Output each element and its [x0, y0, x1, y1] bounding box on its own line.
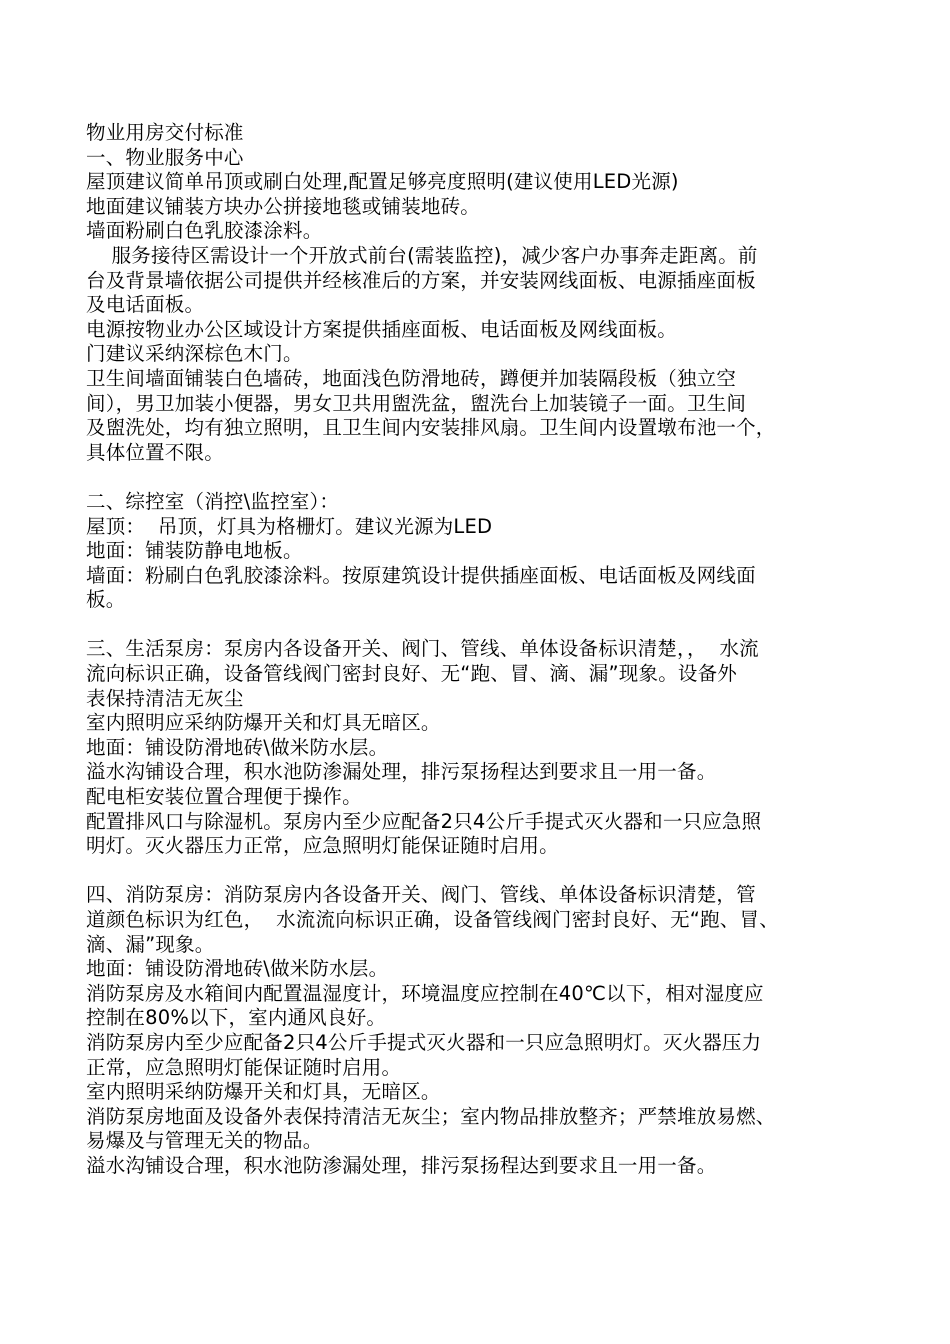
text-line: 屋顶： 吊顶，灯具为格栅灯。建议光源为LED [86, 514, 493, 538]
document-body [86, 121, 880, 1179]
text-line: 地面：铺设防滑地砖\做米防水层。 [86, 957, 389, 981]
text-line: 一、物业服务中心 [86, 145, 244, 169]
text-line: 二、综控室（消控\监控室）： [86, 489, 340, 513]
text-line: 明灯。灭火器压力正常，应急照明灯能保证随时启用。 [86, 834, 559, 858]
text-line: 消防泵房内至少应配备2只4公斤手提式灭火器和一只应急照明灯。灭火器压力 [86, 1030, 762, 1054]
text-line: 地面：铺装防静电地板。 [86, 539, 303, 563]
text-line: 台及背景墙依据公司提供并经核准后的方案，并安装网线面板、电源插座面板 [86, 268, 756, 292]
text-line: 板。 [86, 588, 126, 612]
text-line: 卫生间墙面铺装白色墙砖，地面浅色防滑地砖，蹲便并加装隔段板（独立空 [86, 366, 737, 390]
text-line: 物业用房交付标准 [86, 121, 244, 144]
text-line: 墙面：粉刷白色乳胶漆涂料。按原建筑设计提供插座面板、电话面板及网线面 [86, 563, 756, 587]
text-line: 室内照明应采纳防爆开关和灯具无暗区。 [86, 711, 441, 735]
text-line: 间），男卫加装小便器，男女卫共用盥洗盆，盥洗台上加装镜子一面。卫生间 [86, 391, 747, 415]
text-line: 门建议采纳深棕色木门。 [86, 342, 303, 366]
text-line: 室内照明采纳防爆开关和灯具，无暗区。 [86, 1080, 441, 1104]
text-line: 控制在80%以下，室内通风良好。 [86, 1006, 387, 1030]
text-line: 墙面粉刷白色乳胶漆涂料。 [86, 219, 323, 243]
blank-line [86, 613, 880, 638]
text-line: 流向标识正确，设备管线阀门密封良好、无“跑、冒、滴、漏”现象。设备外 [86, 662, 738, 686]
text-line: 溢水沟铺设合理，积水池防渗漏处理，排污泵扬程达到要求且一用一备。 [86, 760, 717, 784]
text-line: 屋顶建议简单吊顶或刷白处理,配置足够亮度照明(建议使用LED光源) [86, 170, 679, 194]
text-line: 正常，应急照明灯能保证随时启用。 [86, 1055, 402, 1079]
text-line: 消防泵房地面及设备外表保持清洁无灰尘；室内物品排放整齐；严禁堆放易燃、 [86, 1104, 776, 1128]
text-line: 及电话面板。 [86, 293, 205, 317]
blank-line [86, 859, 880, 884]
text-line: 配置排风口与除湿机。泵房内至少应配备2只4公斤手提式灭火器和一只应急照 [86, 809, 762, 833]
text-line: 及盥洗处，均有独立照明，且卫生间内安装排风扇。卫生间内设置墩布池一个， [86, 416, 776, 440]
text-line: 滴、漏”现象。 [86, 932, 215, 956]
text-line: 易爆及与管理无关的物品。 [86, 1129, 323, 1153]
text-line: 地面建议铺装方块办公拼接地毯或铺装地砖。 [86, 194, 481, 218]
blank-line [86, 465, 880, 490]
text-line: 服务接待区需设计一个开放式前台(需装监控)，减少客户办事奔走距离。前 [86, 243, 758, 267]
text-line: 道颜色标识为红色， 水流流向标识正确，设备管线阀门密封良好、无“跑、冒、 [86, 908, 779, 931]
text-line: 三、生活泵房：泵房内各设备开关、阀门、管线、单体设备标识清楚，， 水流 [86, 637, 759, 661]
text-line: 电源按物业办公区域设计方案提供插座面板、电话面板及网线面板。 [86, 317, 678, 341]
text-line: 地面：铺设防滑地砖\做米防水层。 [86, 735, 389, 759]
text-line: 配电柜安装位置合理便于操作。 [86, 785, 362, 809]
text-line: 具体位置不限。 [86, 440, 224, 464]
text-line: 表保持清洁无灰尘 [86, 686, 244, 710]
text-line: 溢水沟铺设合理，积水池防渗漏处理，排污泵扬程达到要求且一用一备。 [86, 1153, 717, 1177]
text-line: 四、消防泵房：消防泵房内各设备开关、阀门、管线、单体设备标识清楚，管 [86, 883, 756, 907]
text-line: 消防泵房及水箱间内配置温湿度计，环境温度应控制在40℃以下，相对湿度应 [86, 981, 764, 1005]
